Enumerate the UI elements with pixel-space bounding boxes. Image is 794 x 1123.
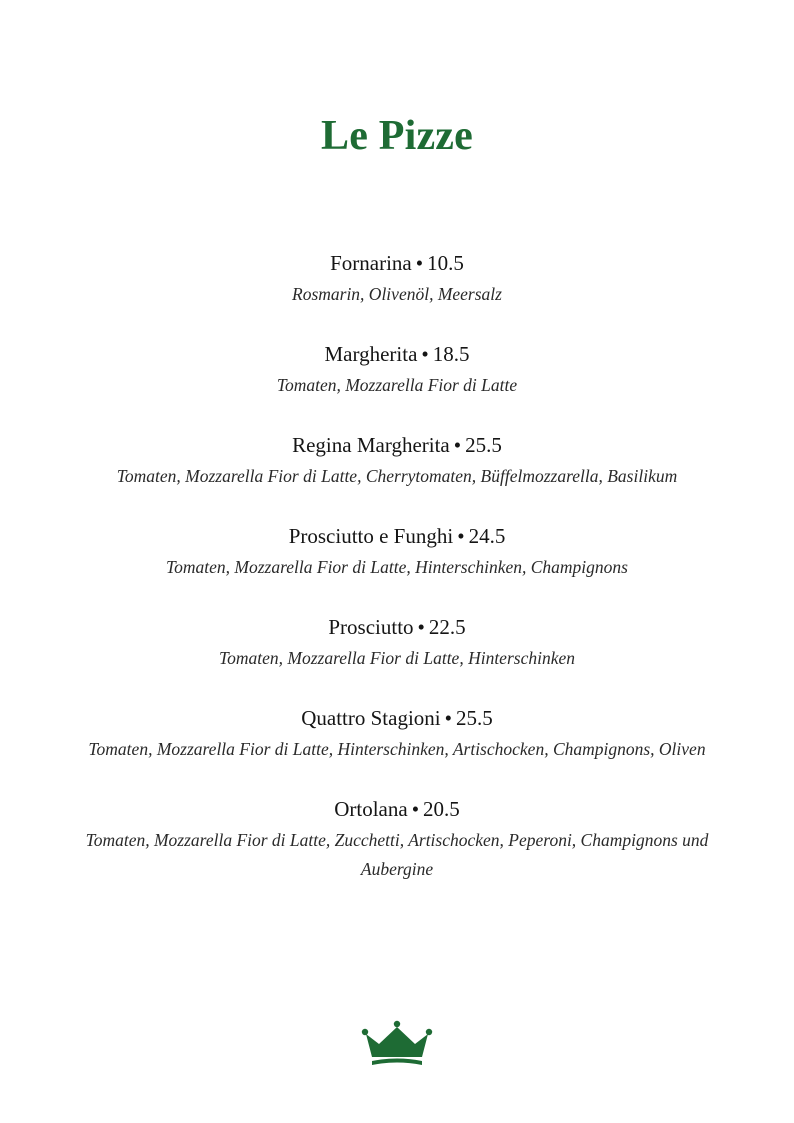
bullet-separator: • — [453, 433, 462, 457]
item-price: 10.5 — [427, 251, 464, 275]
item-name: Prosciutto — [328, 615, 414, 639]
item-heading — [0, 248, 794, 278]
crown-icon — [361, 1019, 433, 1067]
item-description: Rosmarin, Olivenöl, Meersalz — [292, 284, 502, 304]
bullet-separator: • — [444, 706, 452, 730]
item-description: Tomaten, Mozzarella Fior di Latte, Hinterschinken — [219, 648, 575, 668]
item-name: Regina Margherita — [292, 433, 450, 457]
menu-item-margherita — [0, 339, 794, 400]
bullet-separator: • — [421, 342, 429, 366]
item-description: Tomaten, Mozzarella Fior di Latte, Zucchetti, Artischocken, Peperoni, Champignons und Aubergine — [85, 830, 709, 879]
pizza-menu — [0, 248, 794, 914]
bullet-separator: • — [411, 797, 420, 821]
menu-item-regina-margherita — [0, 430, 794, 491]
item-heading — [0, 612, 794, 642]
item-heading — [0, 703, 794, 733]
item-price: 18.5 — [432, 342, 470, 366]
page-title: Le Pizze — [320, 113, 473, 160]
bullet-separator: • — [415, 251, 424, 275]
item-description: Tomaten, Mozzarella Fior di Latte, Cherrytomaten, Büffelmozzarella, Basilikum — [116, 466, 678, 486]
item-heading — [0, 339, 794, 369]
menu-item-prosciutto-e-funghi — [0, 521, 794, 582]
menu-item-fornarina — [0, 248, 794, 309]
item-name: Fornarina — [330, 251, 412, 275]
item-name: Quattro Stagioni — [301, 706, 441, 730]
item-price: 22.5 — [428, 615, 466, 639]
item-name: Ortolana — [334, 797, 408, 821]
item-description: Tomaten, Mozzarella Fior di Latte — [276, 375, 518, 395]
bullet-separator: • — [417, 615, 425, 639]
menu-item-prosciutto — [0, 612, 794, 673]
item-price: 24.5 — [468, 524, 506, 548]
item-description: Tomaten, Mozzarella Fior di Latte, Hinterschinken, Artischocken, Champignons, Oliven — [88, 739, 706, 759]
item-name: Prosciutto e Funghi — [288, 524, 454, 548]
item-description: Tomaten, Mozzarella Fior di Latte, Hinterschinken, Champignons — [166, 557, 628, 577]
item-price: 25.5 — [465, 433, 502, 457]
menu-item-quattro-stagioni — [0, 703, 794, 764]
item-price: 25.5 — [456, 706, 493, 730]
item-heading — [0, 521, 794, 551]
bullet-separator: • — [457, 524, 465, 548]
item-heading — [0, 794, 794, 824]
item-price: 20.5 — [423, 797, 460, 821]
item-heading — [0, 430, 794, 460]
menu-item-ortolana — [0, 794, 794, 884]
item-name: Margherita — [324, 342, 418, 366]
